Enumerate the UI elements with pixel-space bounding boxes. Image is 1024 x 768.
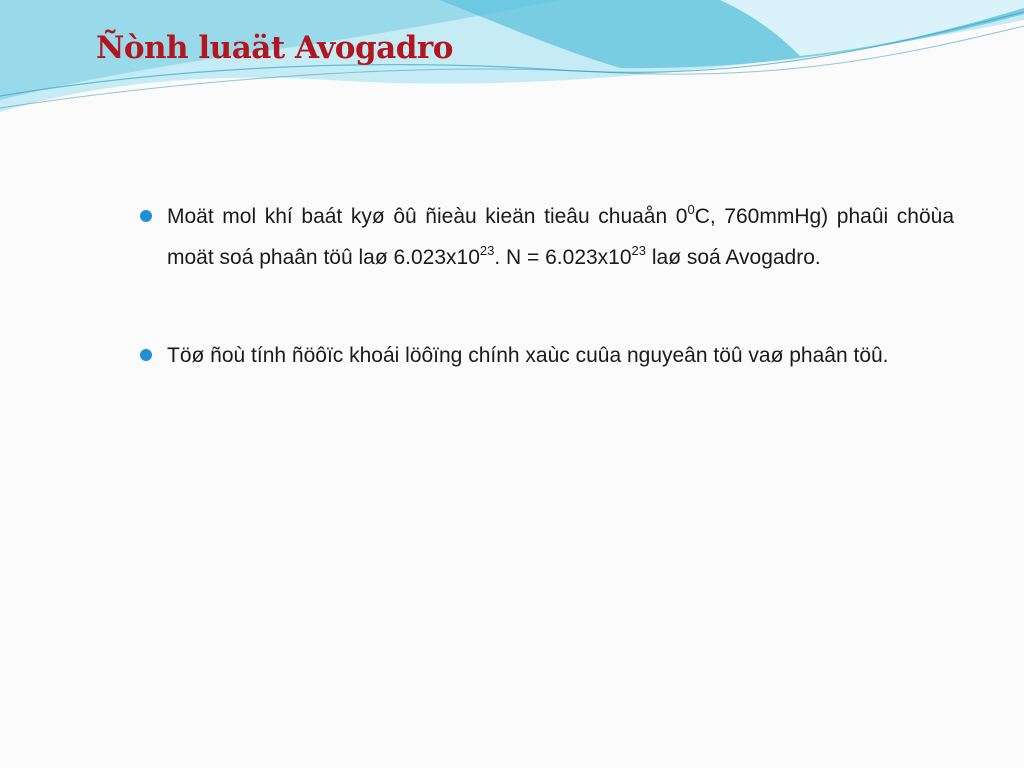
bullet-dot-icon — [140, 349, 152, 361]
bullet-item-avogadro-number — [140, 196, 954, 278]
slide-content — [140, 196, 954, 376]
bullet-item-mass-calculation — [140, 335, 954, 376]
bullet-dot-icon — [140, 210, 152, 222]
superscript-degree: 0 — [687, 202, 695, 217]
bullet-text-part-4: laø soá Avogadro. — [646, 246, 821, 269]
bullet-text-part-1: Moät mol khí baát kyø ôû ñieàu kieän tieâu chuaån 0 — [167, 205, 688, 228]
bullet-text-part-3: . N = 6.023x10 — [494, 246, 632, 269]
slide-title: Ñònh luaät Avogadro — [96, 30, 453, 66]
superscript-exponent-2: 23 — [631, 243, 647, 258]
bullet-text-part-2: C, 760mmHg) phaûi chöùa moät soá phaân töû laø 6.023x10 — [167, 205, 954, 269]
bullet-text: Töø ñoù tính ñöôïc khoái löôïng chính xaùc cuûa nguyeân töû vaø phaân töû. — [167, 344, 889, 367]
superscript-exponent-1: 23 — [479, 243, 495, 258]
header-wave-decoration — [0, 0, 1024, 140]
